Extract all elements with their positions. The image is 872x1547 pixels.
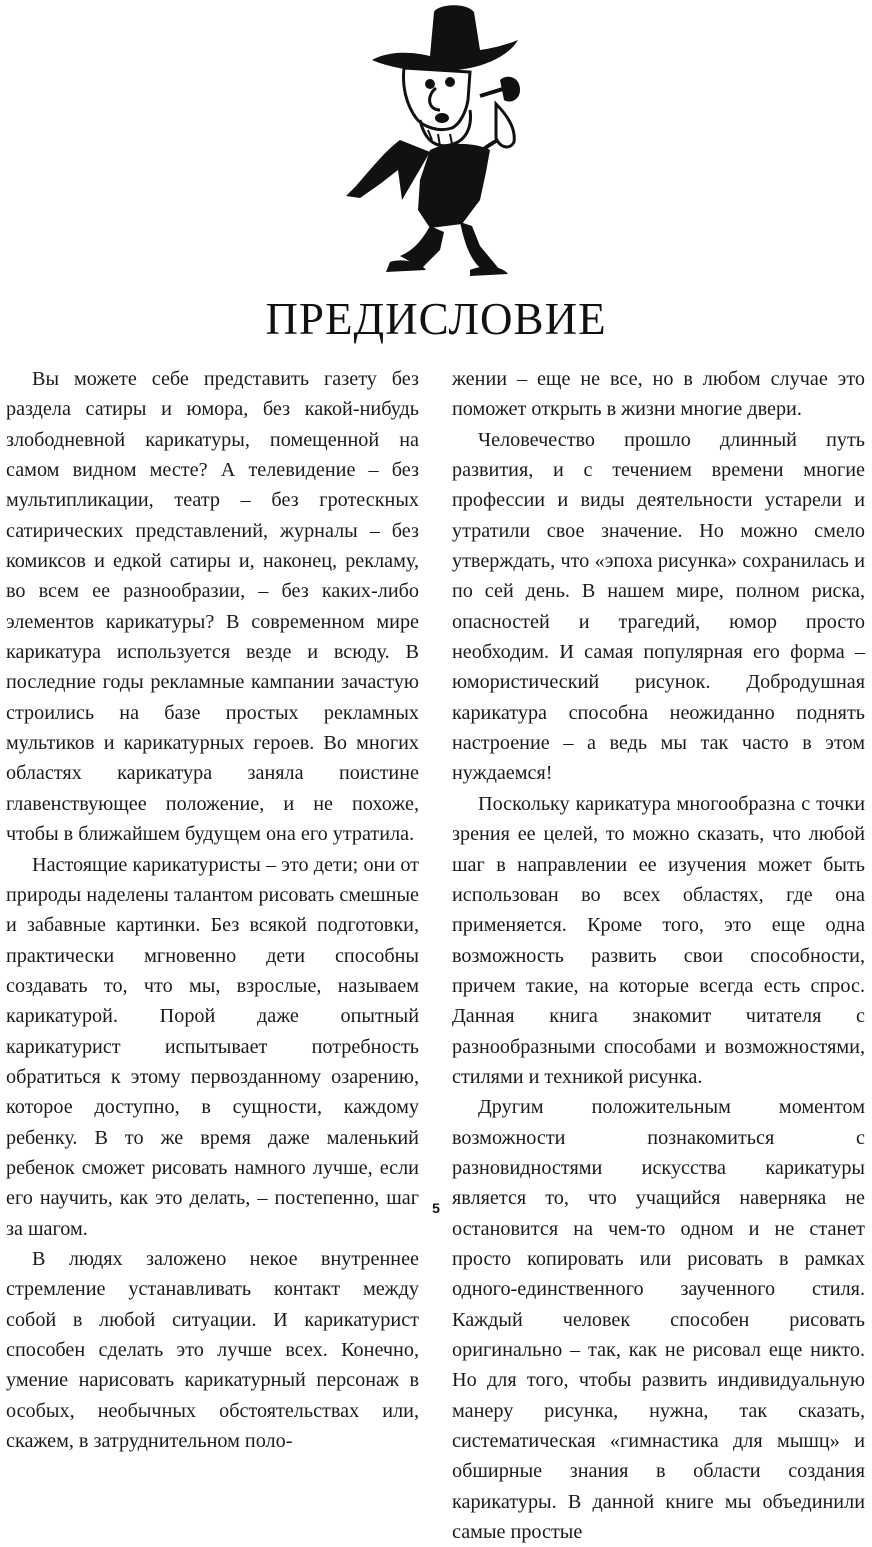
paragraph: В людях заложено некое внутреннее стремление устанавливать контакт между собой в любой ситуации. И карикатурист способен сделать это лучше всех. Конечно, умение нарисовать карикатурный персонаж в особых, необычных обстоятельствах или, скажем, в затруднительном поло- [6, 1247, 419, 1453]
paragraph: Другим положительным моментом возможности познакомиться с разновидностями искусства карикатуры является то, что учащийся наверняка не остановится на чем-то одном и не станет просто копировать или рисовать в рамках одного-единственного заученного стиля. Каждый человек способен рисовать оригинально – так, как не рисовал еще никто. Но для того, чтобы развить индивидуальную манеру рисунка, нужна, так сказать, систематическая «гимнастика для мышц» и обширные знания в области создания карикатуры. В данной книге мы объединили самые простые [452, 1096, 865, 1544]
paragraph: Поскольку карикатура многообразна с точки зрения ее целей, то можно сказать, что любой шаг в направлении ее изучения может быть использован во всех областях, где она применяется. Кроме того, это еще одна возможность развить свои способности, причем такие, на которые всегда есть спрос. Данная книга знакомит читателя с разнообразными способами и возможностями, стилями и техникой рисунка. [452, 792, 865, 1088]
right-text-column [452, 364, 865, 1547]
cartoon-man-illustration [330, 0, 550, 280]
page-title: ПРЕДИСЛОВИЕ [265, 294, 607, 344]
page-number: 5 [432, 1200, 440, 1216]
paragraph: Человечество прошло длинный путь развития, и с течением времени многие профессии и виды деятельности устарели и утратили свое значение. Но можно смело утверждать, что «эпоха рисунка» сохранилась и по сей день. В нашем мире, полном риска, опасностей и трагедий, юмор просто необходим. И самая популярная его форма – юмористический рисунок. Добродушная карикатура способна неожиданно поднять настроение – а ведь мы так часто в этом нуждаемся! [452, 428, 865, 785]
paragraph: Вы можете себе представить газету без раздела сатиры и юмора, без какой-нибудь злободневной карикатуры, помещенной на самом видном месте? А телевидение – без мультипликации, театр – без гротескных сатирических представлений, журналы – без комиксов и едкой сатиры и, наконец, рекламу, во всем ее разнообразии, – без каких-либо элементов карикатуры? В современном мире карикатура используется везде и всюду. В последние годы рекламные кампании зачастую строились на базе простых рекламных мультиков и карикатурных героев. Во многих областях карикатура заняла поистине главенствующее положение, и не похоже, чтобы в ближайшем будущем она его утратила. [6, 368, 419, 846]
paragraph: Настоящие карикатуристы – это дети; они от природы наделены талантом рисовать смешные и забавные картинки. Без всякой подготовки, практически мгновенно дети способны создавать то, что мы, взрослые, называем карикатурой. Порой даже опытный карикатурист испытывает потребность обратиться к этому первозданному озарению, которое доступно, в сущности, каждому ребенку. В то же время даже маленький ребенок сможет рисовать намного лучше, если его научить, как это делать, – постепенно, шаг за шагом. [6, 853, 419, 1240]
left-text-column [6, 364, 419, 1456]
paragraph: жении – еще не все, но в любом случае это поможет открыть в жизни многие двери. [452, 368, 865, 421]
